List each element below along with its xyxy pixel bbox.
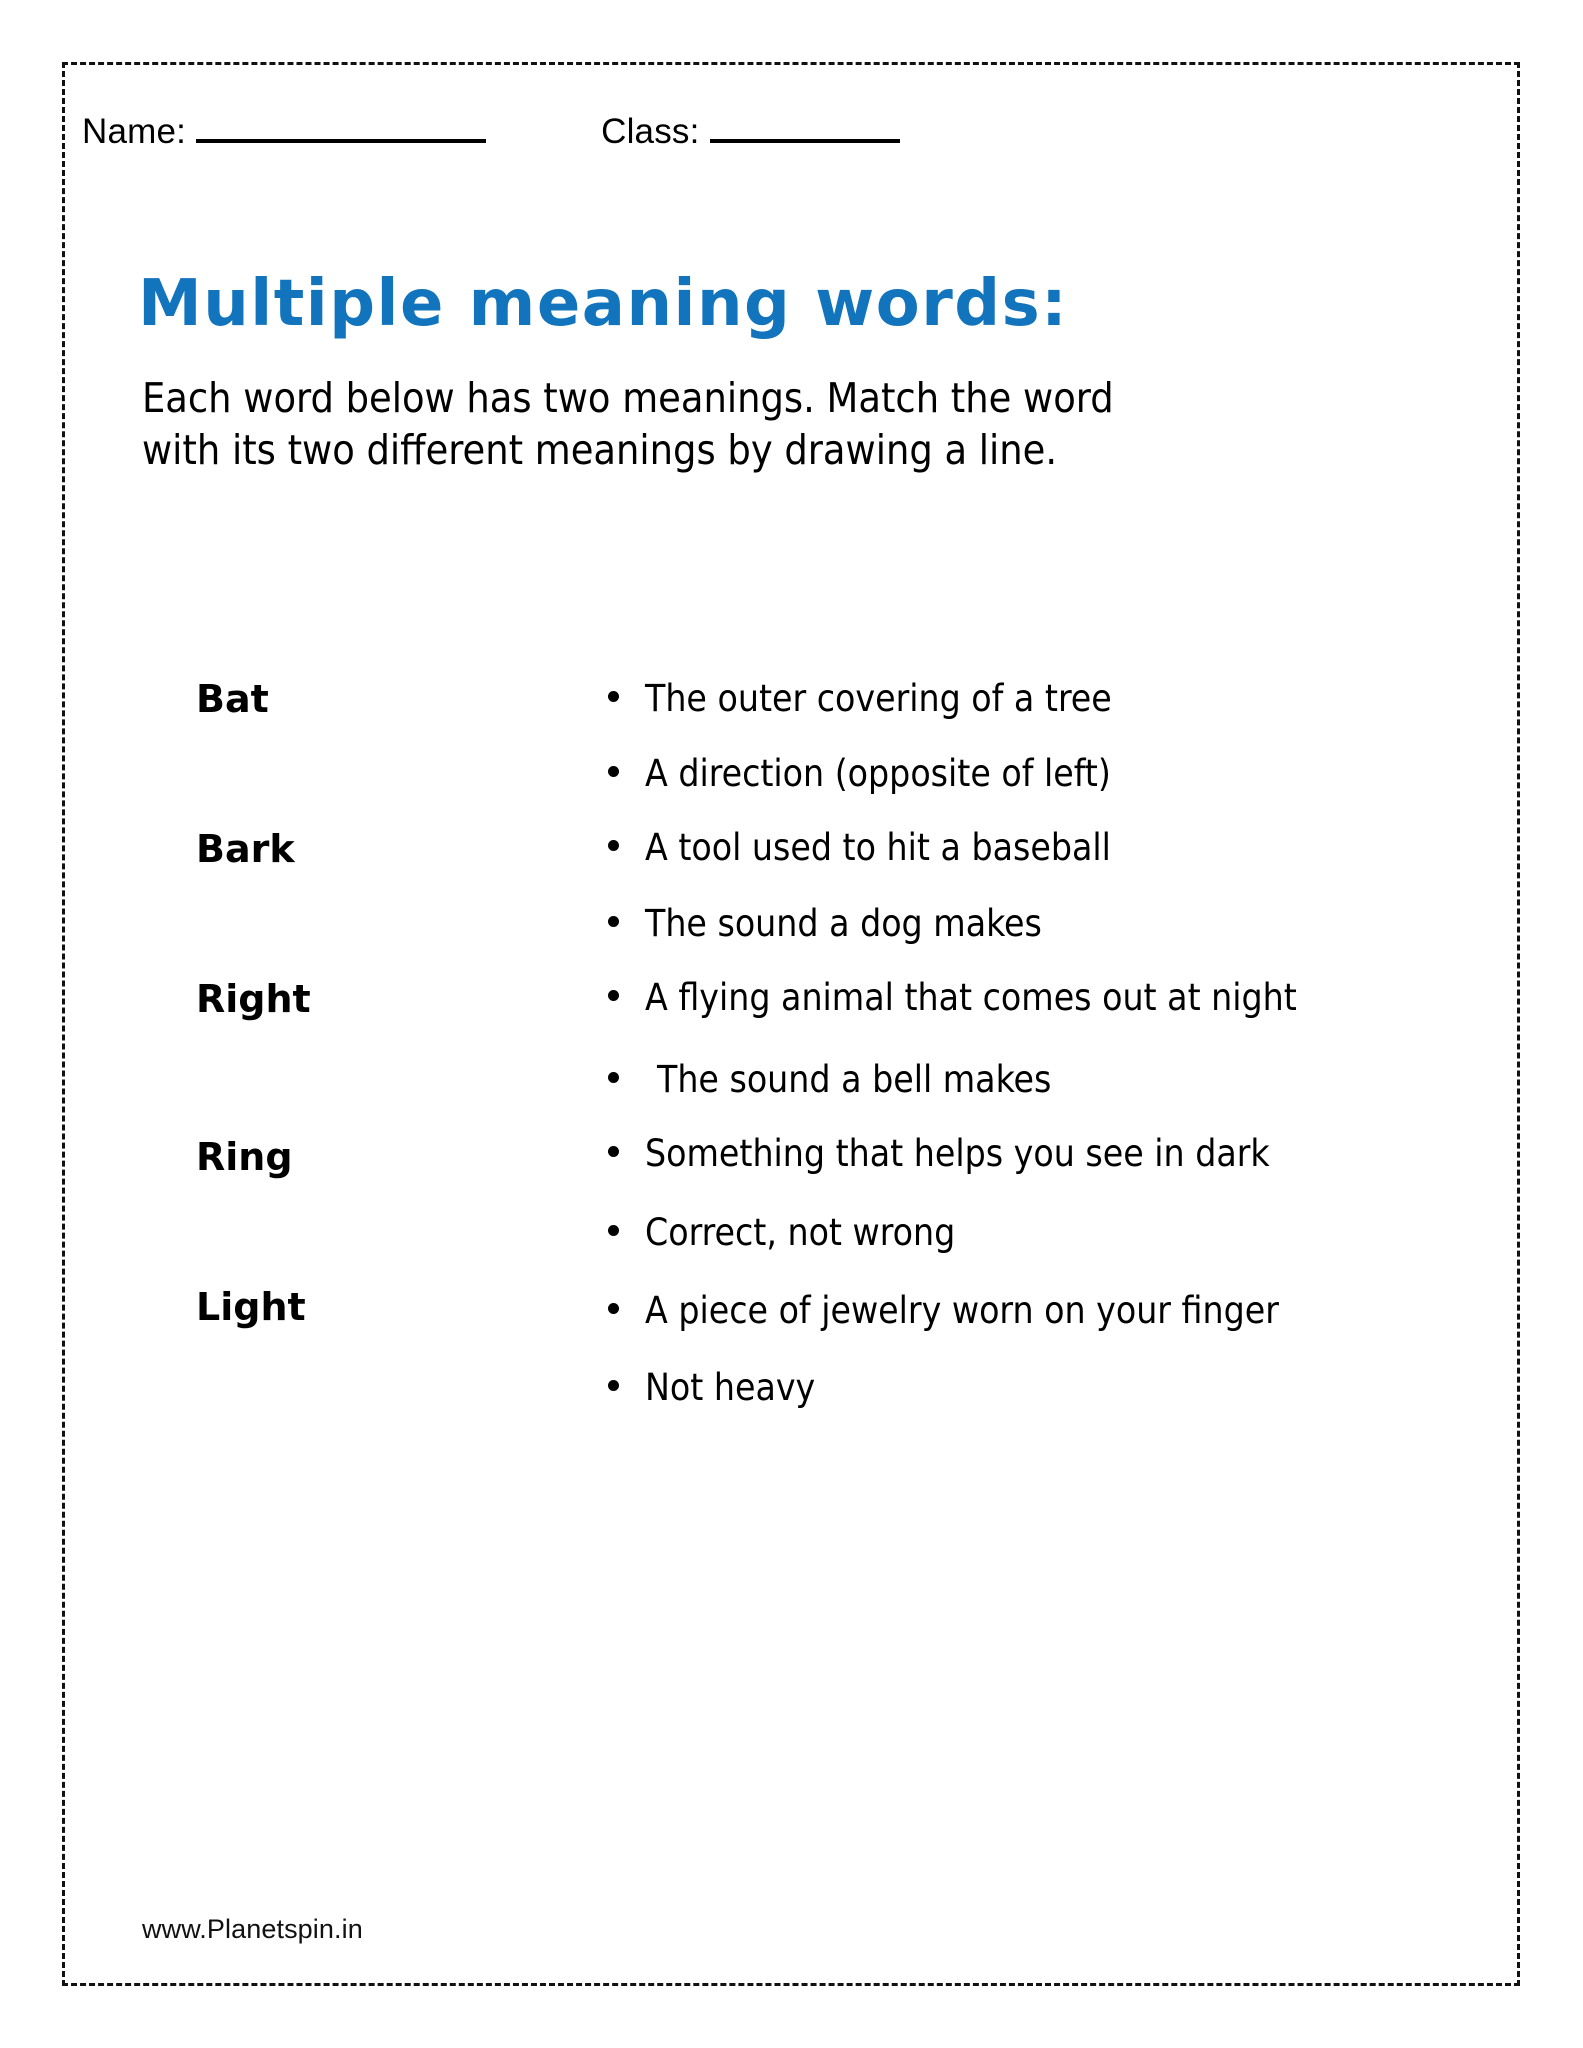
meaning-item[interactable] bbox=[608, 1132, 1270, 1175]
bullet-icon bbox=[608, 916, 619, 927]
word-item-bat[interactable]: Bat bbox=[196, 677, 269, 721]
bullet-icon bbox=[608, 1225, 619, 1236]
meaning-item[interactable] bbox=[608, 752, 1111, 795]
bullet-icon bbox=[608, 990, 619, 1001]
bullet-icon bbox=[608, 840, 619, 851]
instructions-line-2: with its two different meanings by drawing a line. bbox=[142, 426, 1058, 475]
meaning-item[interactable] bbox=[608, 976, 1297, 1019]
footer-website[interactable]: www.Planetspin.in bbox=[142, 1914, 363, 1944]
name-label: Name: bbox=[82, 112, 187, 151]
meaning-item[interactable] bbox=[608, 826, 1111, 869]
bullet-icon bbox=[608, 1303, 619, 1314]
meaning-item[interactable] bbox=[608, 1366, 816, 1409]
meaning-item[interactable] bbox=[608, 1058, 1052, 1101]
class-label: Class: bbox=[601, 112, 700, 151]
word-item-ring[interactable]: Ring bbox=[196, 1135, 293, 1179]
bullet-icon bbox=[608, 1072, 619, 1083]
meaning-text: Correct, not wrong bbox=[645, 1211, 956, 1254]
instructions-line-1: Each word below has two meanings. Match the word bbox=[142, 374, 1114, 422]
meaning-item[interactable] bbox=[608, 902, 1042, 945]
meaning-text: Not heavy bbox=[645, 1366, 816, 1409]
instructions bbox=[142, 372, 1114, 476]
meaning-text: The sound a bell makes bbox=[657, 1058, 1052, 1101]
word-item-light[interactable]: Light bbox=[196, 1285, 306, 1329]
meaning-text: A flying animal that comes out at night bbox=[645, 976, 1297, 1019]
class-input-line[interactable] bbox=[710, 111, 900, 143]
name-field-group bbox=[82, 111, 486, 152]
bullet-icon bbox=[608, 1146, 619, 1157]
class-field-group bbox=[601, 111, 899, 152]
meaning-text: The sound a dog makes bbox=[645, 902, 1042, 945]
meaning-item[interactable] bbox=[608, 1289, 1279, 1332]
meaning-item[interactable] bbox=[608, 677, 1112, 720]
word-item-bark[interactable]: Bark bbox=[196, 827, 295, 871]
meaning-text: A piece of jewelry worn on your finger bbox=[645, 1289, 1279, 1332]
page-title: Multiple meaning words: bbox=[138, 267, 1069, 341]
matching-activity bbox=[0, 677, 1583, 1409]
meaning-text: A direction (opposite of left) bbox=[645, 752, 1111, 795]
meaning-text: Something that helps you see in dark bbox=[645, 1132, 1270, 1175]
meaning-item[interactable] bbox=[608, 1211, 956, 1254]
meaning-text: A tool used to hit a baseball bbox=[645, 826, 1111, 869]
name-input-line[interactable] bbox=[196, 111, 486, 143]
student-info-row bbox=[82, 82, 1282, 152]
word-item-right[interactable]: Right bbox=[196, 977, 311, 1021]
bullet-icon bbox=[608, 1380, 619, 1391]
meaning-text: The outer covering of a tree bbox=[645, 677, 1112, 720]
bullet-icon bbox=[608, 691, 619, 702]
bullet-icon bbox=[608, 766, 619, 777]
